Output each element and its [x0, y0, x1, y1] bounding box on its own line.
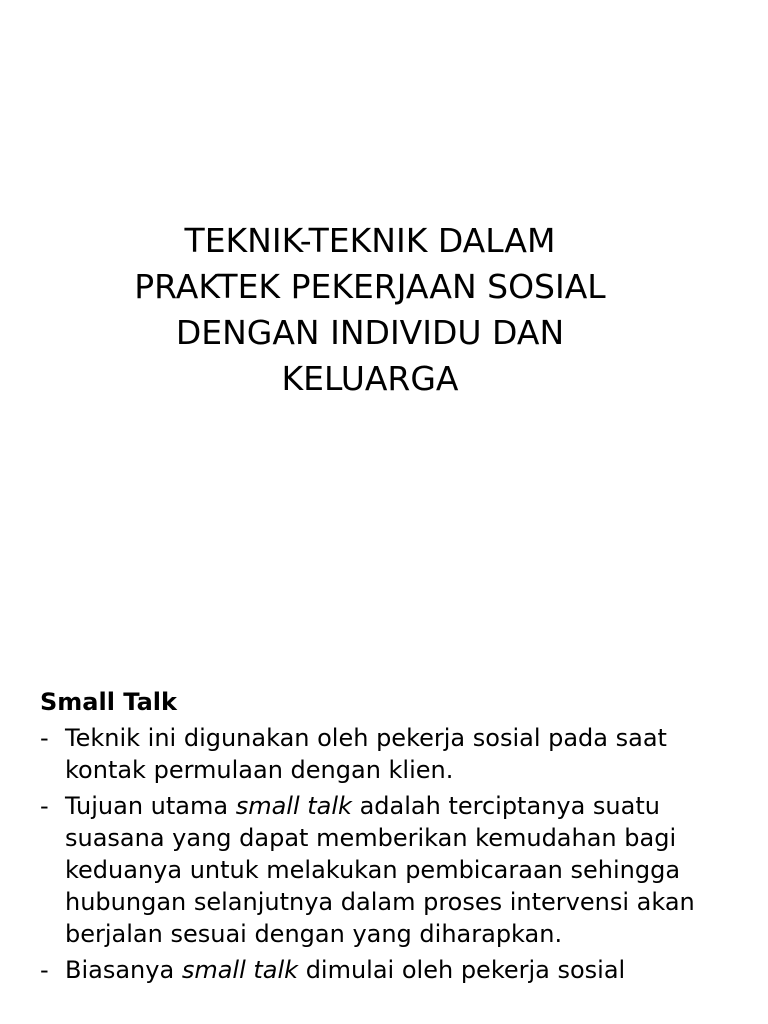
- bullet-text: Tujuan utama: [65, 792, 236, 820]
- bullet-emphasis: small talk: [235, 792, 352, 820]
- title-line: PRAKTEK PEKERJAAN SOSIAL: [134, 267, 606, 306]
- bullet-emphasis: small talk: [181, 956, 299, 984]
- bullet-text: Teknik ini digunakan oleh pekerja sosial pada saat kontak permulaan dengan klien.: [65, 724, 667, 784]
- slide-title: [60, 218, 680, 402]
- bullet-list: [40, 722, 740, 986]
- title-line: TEKNIK-TEKNIK DALAM: [184, 221, 556, 260]
- bullet-text: Biasanya: [65, 956, 182, 984]
- bullet-dash: -: [40, 956, 49, 984]
- bullet-text: adalah terciptanya suatu suasana yang dapat memberikan kemudahan bagi keduanya untuk melakukan pembicaraan sehingga hubungan selanjutnya dalam proses intervensi akan berjalan sesuai dengan yang diharapkan.: [65, 792, 695, 948]
- section-heading: Small Talk: [40, 688, 177, 716]
- title-line: DENGAN INDIVIDU DAN: [175, 313, 565, 352]
- bullet-dash: -: [40, 724, 49, 752]
- title-line: KELUARGA: [281, 359, 459, 398]
- bullet-text: dimulai oleh pekerja sosial: [298, 956, 626, 984]
- bullet-item: [40, 954, 740, 986]
- bullet-item: [40, 722, 740, 786]
- bullet-dash: -: [40, 792, 49, 820]
- small-talk-section: [40, 686, 740, 990]
- bullet-item: [40, 790, 740, 950]
